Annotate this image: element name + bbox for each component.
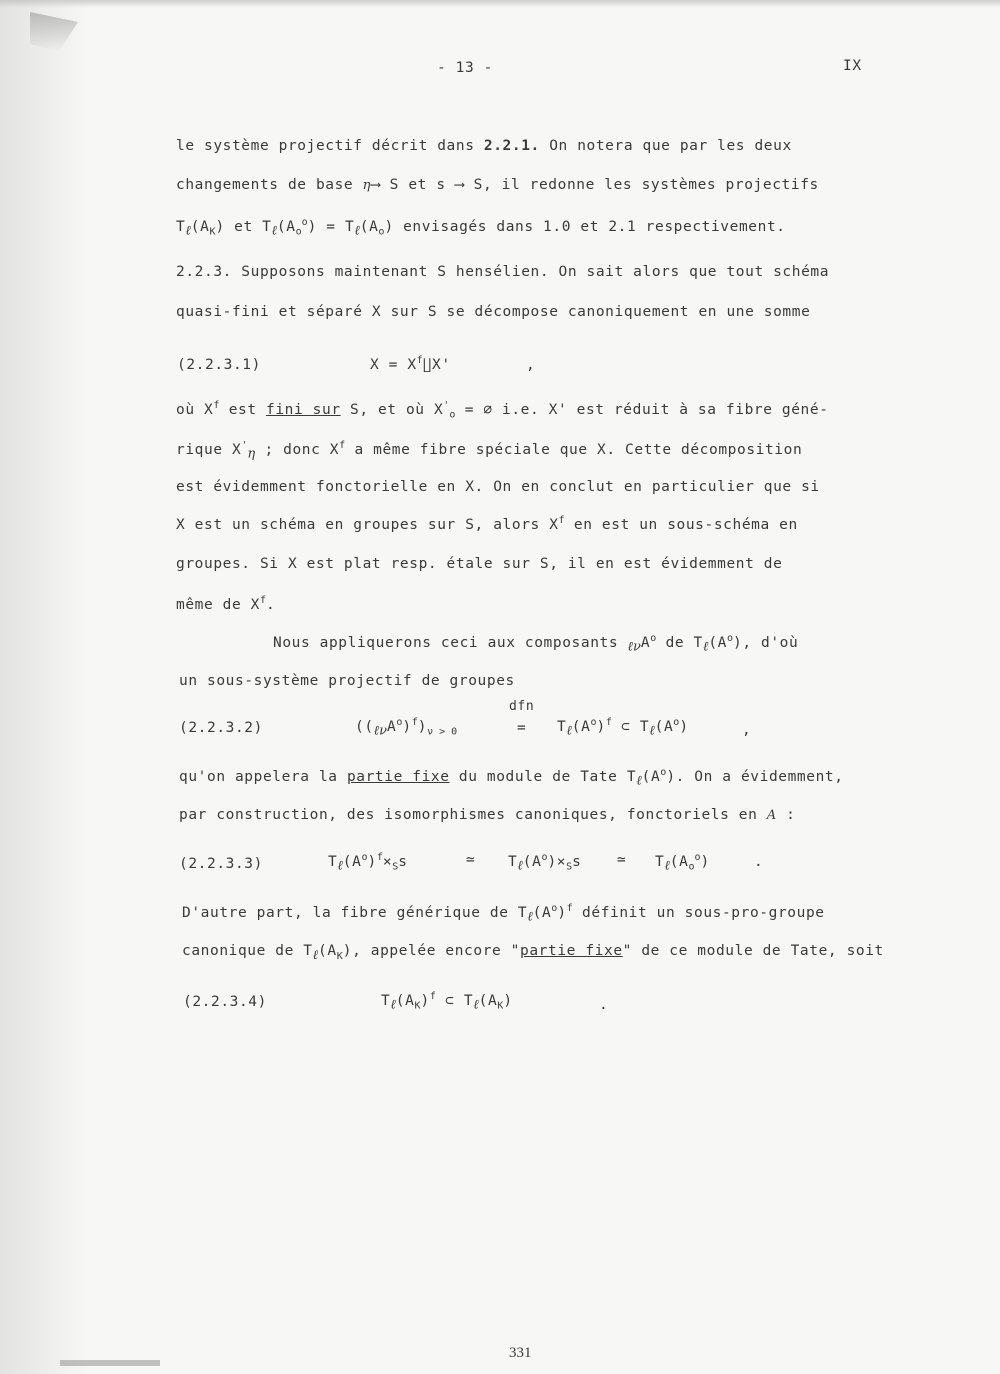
equation-label: (2.2.3.4) xyxy=(183,994,267,1010)
math: (( xyxy=(355,718,374,735)
math: T xyxy=(381,992,391,1009)
text-run: (A xyxy=(318,943,337,959)
punctuation: , xyxy=(526,357,536,373)
text-line: quasi-fini et séparé X sur S se décompose canoniquement en une somme xyxy=(176,304,811,320)
math: T xyxy=(262,218,272,235)
math-sup: o xyxy=(650,633,657,644)
math: T xyxy=(508,853,518,870)
page-number-footer: 331 xyxy=(509,1345,532,1361)
math-sub: ℓ xyxy=(527,909,533,925)
math-sup: ' xyxy=(443,400,450,411)
dfn-annotation: dfn xyxy=(509,699,535,714)
text-line xyxy=(176,138,792,154)
equation-label: (2.2.3.2) xyxy=(179,720,263,736)
text-run: a même fibre spéciale que X. Cette décomposition xyxy=(345,441,803,458)
math-sup: f xyxy=(376,852,383,863)
math: ) xyxy=(503,992,513,1009)
math: (A xyxy=(522,853,542,870)
math: T xyxy=(655,853,665,870)
math: (A xyxy=(654,718,674,735)
text-run: Nous appliquerons ceci aux composants xyxy=(273,634,628,651)
math-sub: ℓ xyxy=(354,223,360,239)
text-run: S, et où X xyxy=(340,401,444,418)
math: (A xyxy=(478,992,498,1009)
equation xyxy=(655,852,710,874)
paragraph-start: 2.2.3. Supposons maintenant S hensélien. On sait alors que tout schéma xyxy=(176,264,830,280)
math-sub: ℓ xyxy=(664,858,670,874)
punctuation: , xyxy=(742,722,752,738)
math: ) xyxy=(596,718,606,735)
math-sup: o xyxy=(694,852,701,863)
text-run: du module de Tate T xyxy=(449,768,637,785)
math-sup: ' xyxy=(241,440,248,451)
coproduct-symbol: ∐ xyxy=(422,356,433,373)
math-sub: ℓ xyxy=(566,723,572,739)
equation-label: (2.2.3.1) xyxy=(177,357,261,373)
math-sub: K xyxy=(497,1000,504,1012)
math: T xyxy=(639,718,650,735)
text-line xyxy=(176,440,802,462)
text-line: un sous-système projectif de groupes xyxy=(179,673,515,689)
math-sub: ℓ xyxy=(636,773,642,789)
iso-symbol: ≃ xyxy=(617,852,627,868)
math-sub: S xyxy=(566,861,573,873)
text-run: ) xyxy=(557,904,567,921)
math-sub: ν > 0 xyxy=(427,726,458,738)
scan-shadow-left xyxy=(0,0,90,1374)
times-symbol: × xyxy=(382,853,393,870)
math: (A xyxy=(359,218,379,235)
paragraph-start xyxy=(273,633,798,655)
text-run: D'autre part, la fibre générique de T xyxy=(182,904,528,921)
math-sub: ℓ xyxy=(649,723,655,739)
text-run: de T xyxy=(656,634,703,651)
equation-label: (2.2.3.3) xyxy=(179,856,263,872)
underlined-text: fini sur xyxy=(266,401,341,418)
math: (A xyxy=(571,718,591,735)
text-run: X est un schéma en groupes sur S, alors X xyxy=(176,516,559,533)
text-run: et xyxy=(224,218,263,235)
underlined-text: partie fixe xyxy=(346,768,450,785)
text-run: On notera que par les deux xyxy=(539,138,792,154)
math-sup: f xyxy=(605,717,612,728)
math: ) = xyxy=(307,218,345,235)
subset-symbol: ⊂ xyxy=(435,992,464,1009)
math-sub: ℓν xyxy=(373,723,387,739)
math: (A xyxy=(342,853,362,870)
text-run: définit un sous-pro-groupe xyxy=(572,904,825,921)
text-run: par construction, des isomorphismes canoniques, fonctoriels en xyxy=(179,807,767,823)
math: X' xyxy=(432,356,451,373)
math: A xyxy=(640,634,651,651)
math: s xyxy=(398,853,408,870)
math: ) xyxy=(700,853,710,870)
equation xyxy=(557,717,689,739)
text-line xyxy=(176,177,819,193)
math-sup: f xyxy=(558,515,565,526)
equals-sign: = xyxy=(517,720,527,736)
arrow-icon: ⟶ xyxy=(371,177,381,193)
underlined-text: partie fixe xyxy=(520,943,623,959)
math-sub: ℓ xyxy=(185,223,191,239)
text-line xyxy=(179,767,844,789)
text-run: rique X xyxy=(176,441,242,458)
text-line xyxy=(176,217,786,239)
math: ) xyxy=(402,718,412,735)
subset-symbol: ⊂ xyxy=(611,718,640,735)
text-run: même de X xyxy=(176,596,260,613)
punctuation: . xyxy=(599,997,609,1013)
math-sub: ℓ xyxy=(702,639,709,655)
math: (A xyxy=(276,218,296,235)
math-sub: K xyxy=(336,950,343,962)
math-sub: ℓν xyxy=(627,639,641,655)
section-label: IX xyxy=(843,58,862,74)
text-line xyxy=(176,515,798,533)
math-sup: o xyxy=(660,767,667,778)
math: ) xyxy=(215,218,225,235)
text-line xyxy=(176,400,829,421)
math-sup: o xyxy=(396,717,403,728)
text-run: S et s xyxy=(380,177,455,193)
math-sup: f xyxy=(566,903,573,914)
reference: 2.2.1. xyxy=(483,138,540,154)
equation xyxy=(381,991,513,1013)
page-number-header: - 13 - xyxy=(437,60,493,76)
math-sup: o xyxy=(551,903,558,914)
scan-shadow-top xyxy=(0,0,1000,8)
math-sup: f xyxy=(429,991,436,1002)
math: T xyxy=(176,218,186,235)
text-run: : xyxy=(776,807,796,823)
iso-symbol: ≃ xyxy=(466,852,476,868)
math-sub: o xyxy=(449,409,456,421)
equation xyxy=(355,717,457,739)
math-sub: ℓ xyxy=(271,223,277,239)
arrow-icon: ⟶ xyxy=(454,177,465,193)
punctuation: . xyxy=(754,854,764,870)
math-sub: K xyxy=(209,226,216,238)
eta-symbol: η xyxy=(362,178,371,193)
text-line: groupes. Si X est plat resp. étale sur S, il en est évidemment de xyxy=(176,556,783,572)
math-sub: S xyxy=(392,861,399,873)
text-run: changements de base xyxy=(176,177,363,193)
scan-edge-mark xyxy=(60,1360,160,1366)
text-line xyxy=(179,807,795,823)
math-sup: o xyxy=(361,852,368,863)
text-run: (A xyxy=(532,904,552,921)
math-sup: o xyxy=(590,717,597,728)
math-sup: f xyxy=(259,595,266,606)
text-run: où X xyxy=(176,401,214,418)
math: (A xyxy=(190,218,210,235)
math-sup: o xyxy=(301,217,308,228)
text-run: (A xyxy=(708,634,727,651)
paragraph-start xyxy=(182,903,825,925)
math-sup: f xyxy=(213,400,220,411)
math: ) xyxy=(420,992,430,1009)
text-run: S, il redonne les systèmes projectifs xyxy=(464,177,819,193)
text-line: est évidemment fonctorielle en X. On en conclut en particulier que si xyxy=(176,479,820,495)
math-sup: f xyxy=(339,440,346,451)
math: A xyxy=(387,718,397,735)
math-sub: o xyxy=(295,226,302,238)
text-line xyxy=(176,595,275,613)
text-run: (A xyxy=(641,768,661,785)
math-sup: o xyxy=(541,852,548,863)
equation xyxy=(328,852,408,874)
text-line xyxy=(182,943,884,963)
math-sub: ℓ xyxy=(337,858,343,874)
math-sub: o xyxy=(378,226,385,238)
math-sub: ℓ xyxy=(312,947,319,963)
text-run: " de ce module de Tate, soit xyxy=(622,943,884,959)
text-run: ), d'où xyxy=(733,634,799,651)
equation xyxy=(508,852,582,874)
text-run: qu'on appelera la xyxy=(179,768,347,785)
math: T xyxy=(344,218,355,235)
math: ) xyxy=(417,718,428,735)
math-sub: K xyxy=(414,1000,421,1012)
math-sub: η xyxy=(247,446,256,462)
math: (A xyxy=(395,992,415,1009)
math-sub: ℓ xyxy=(473,997,479,1013)
math: T xyxy=(557,718,567,735)
math-sup: o xyxy=(673,717,680,728)
math-sup: f xyxy=(416,355,423,366)
math-sub: o xyxy=(688,861,695,873)
math: T xyxy=(463,992,474,1009)
text-run: ; donc X xyxy=(255,441,340,458)
text-run: le système projectif décrit dans xyxy=(176,138,484,154)
math-sub: ℓ xyxy=(390,997,396,1013)
math: T xyxy=(328,853,338,870)
math-sup: f xyxy=(411,717,418,728)
math: s xyxy=(572,853,582,870)
math: ) xyxy=(367,853,377,870)
math-sub: ℓ xyxy=(517,858,523,874)
text-run: en est un sous-schéma en xyxy=(564,516,798,533)
text-run: = ∅ i.e. X' est réduit à sa fibre géné- xyxy=(455,401,829,418)
text-run: ). On a évidemment, xyxy=(666,768,844,785)
equation xyxy=(370,355,451,373)
math: (A xyxy=(669,853,689,870)
math-sup: o xyxy=(726,633,734,644)
text-run: canonique de T xyxy=(182,943,313,959)
script-A: A xyxy=(766,808,777,823)
text-run: ), appelée encore " xyxy=(342,943,521,959)
math: ) xyxy=(679,718,689,735)
text-run: est xyxy=(219,401,267,418)
math: X = X xyxy=(370,356,417,373)
text-run: ) envisagés dans 1.0 et 2.1 respectivement. xyxy=(384,218,786,235)
math: )× xyxy=(547,853,567,870)
text-run: . xyxy=(266,596,276,613)
